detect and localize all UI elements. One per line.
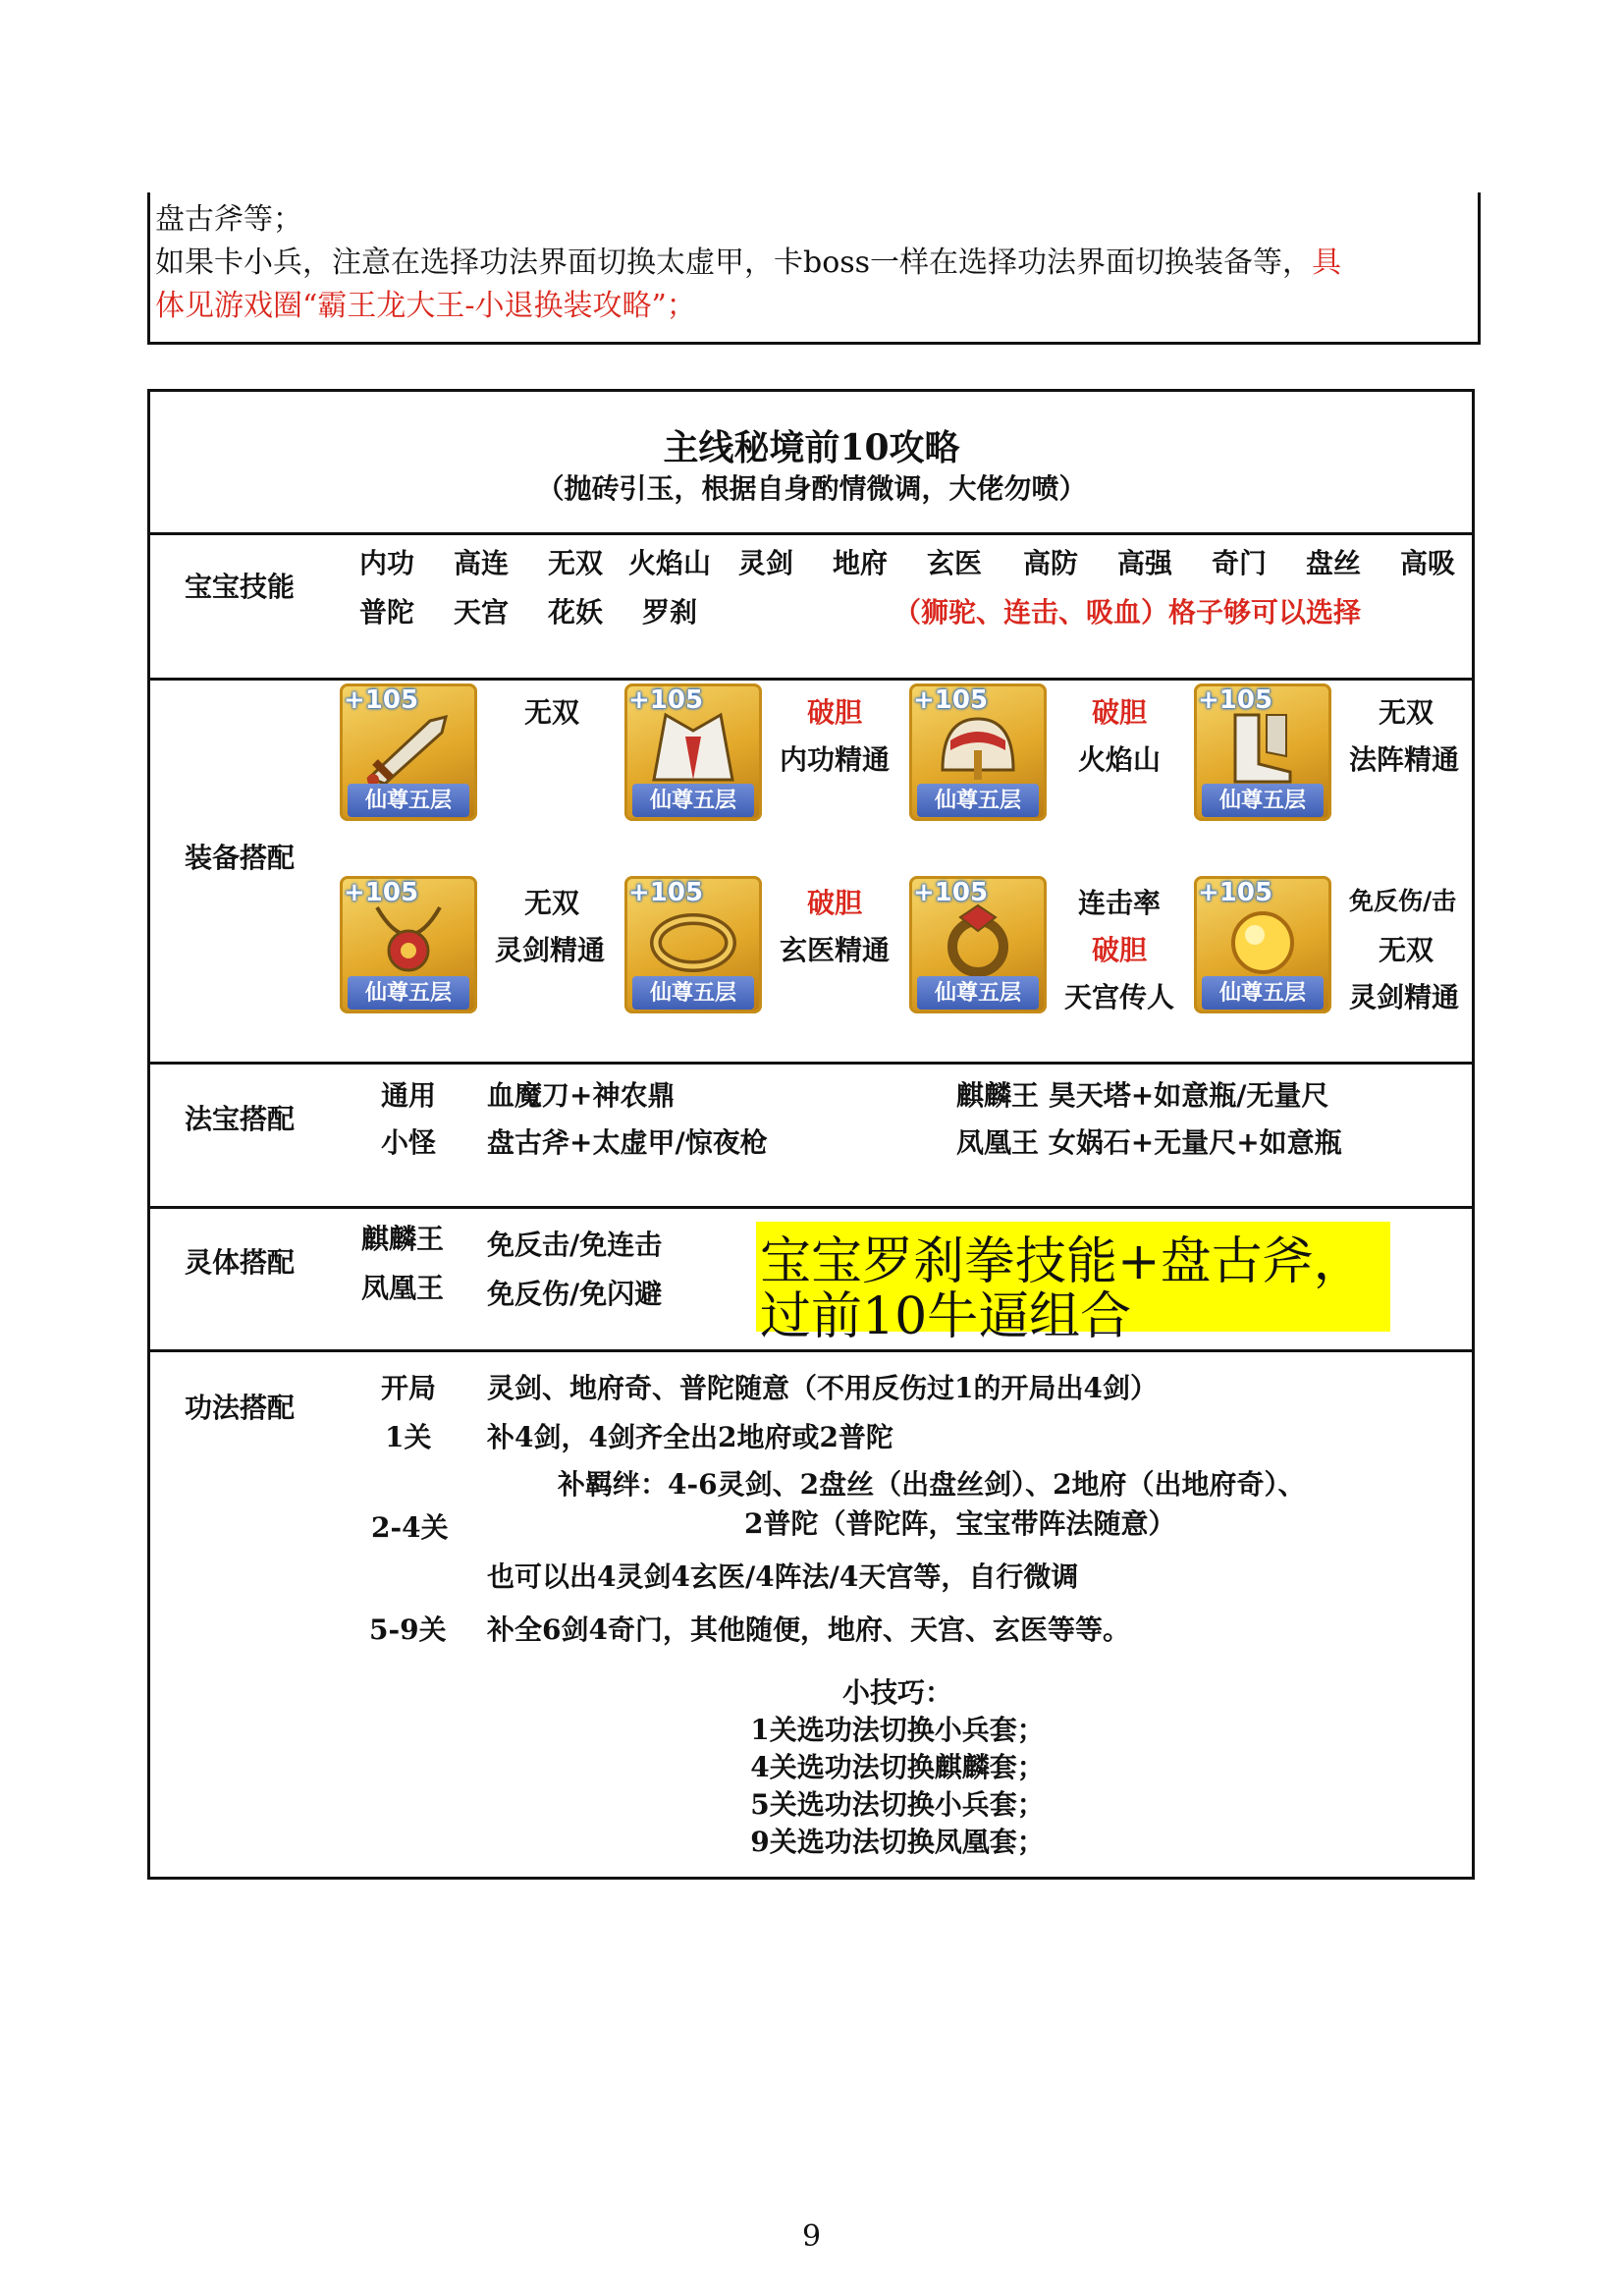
- equipment-label: 装备搭配: [185, 842, 296, 874]
- skills-label: 宝宝技能: [185, 571, 296, 603]
- stage-value: 也可以出4灵剑4玄医/4阵法/4天宫等，自行微调: [487, 1560, 1079, 1593]
- equip-attr: 连击率: [1078, 887, 1162, 919]
- stage-label: 2-4关: [371, 1511, 449, 1544]
- equip-attr: 法阵精通: [1349, 743, 1460, 776]
- skill-item: 灵剑: [738, 547, 794, 579]
- equip-attr: 破胆: [1092, 934, 1148, 966]
- sword-icon: +105 仙尊五层: [340, 683, 477, 821]
- equip-attr: 破胆: [1092, 696, 1148, 729]
- tips-title: 小技巧：: [841, 1676, 952, 1709]
- necklace-icon: +105 仙尊五层: [340, 876, 477, 1013]
- stage-value: 灵剑、地府奇、普陀随意（不用反伤过1的开局出4剑）: [487, 1372, 1158, 1404]
- skill-item: 内功: [359, 547, 415, 579]
- equip-attr: 灵剑精通: [1349, 981, 1460, 1013]
- tip-item: 9关选功法切换凤凰套；: [750, 1826, 1045, 1858]
- stage-label: 1关: [385, 1421, 432, 1453]
- treasure-qilin: 麒麟王 昊天塔+如意瓶/无量尺: [956, 1079, 1329, 1112]
- treasure-phoenix: 凤凰王 女娲石+无量尺+如意瓶: [956, 1126, 1342, 1159]
- skill-item: 奇门: [1212, 547, 1268, 579]
- divider: [147, 678, 1475, 681]
- equip-attr: 无双: [524, 696, 580, 729]
- equip-attr: 无双: [524, 887, 580, 919]
- stage-label: 开局: [381, 1372, 437, 1404]
- treasure-minion-value: 盘古斧+太虚甲/惊夜枪: [487, 1126, 768, 1159]
- bracelet-icon: +105 仙尊五层: [624, 876, 762, 1013]
- spirit-phoenix-value: 免反伤/免闪避: [487, 1278, 663, 1310]
- skill-item: 无双: [548, 547, 604, 579]
- skills-note: （狮驼、连击、吸血）格子够可以选择: [893, 596, 1362, 629]
- tip-item: 4关选功法切换麒麟套；: [750, 1751, 1045, 1783]
- spirit-qilin-label: 麒麟王: [361, 1223, 445, 1255]
- divider: [147, 1349, 1475, 1352]
- page-subtitle: （抛砖引玉，根据自身酌情微调，大佬勿喷）: [536, 472, 1087, 505]
- stage-value: 补羁绊：4-6灵剑、2盘丝（出盘丝剑）、2地府（出地府奇）、: [558, 1468, 1306, 1501]
- intro-line-2: 如果卡小兵，注意在选择功法界面切换太虚甲，卡boss一样在选择功法界面切换装备等，具: [155, 246, 1342, 280]
- treasure-general-label: 通用: [381, 1079, 437, 1112]
- highlight-line-1: 宝宝罗刹拳技能+盘古斧，: [760, 1232, 1365, 1291]
- equip-attr: 免反伤/击: [1349, 887, 1457, 915]
- skill-item: 高吸: [1400, 547, 1456, 579]
- skill-item: 地府: [833, 547, 889, 579]
- intro-line-3: 体见游戏圈“霸王龙大王-小退换装攻略”；: [155, 289, 696, 323]
- divider: [147, 1062, 1475, 1065]
- intro-line-1: 盘古斧等；: [155, 202, 302, 237]
- divider: [147, 1206, 1475, 1209]
- equip-attr: 内功精通: [780, 743, 891, 776]
- stage-label: 5-9关: [369, 1613, 447, 1646]
- tip-item: 5关选功法切换小兵套；: [750, 1788, 1045, 1821]
- skill-item: 高强: [1117, 547, 1173, 579]
- treasure-general-value: 血魔刀+神农鼎: [487, 1079, 676, 1112]
- skill-item: 花妖: [548, 596, 604, 629]
- skill-item: 玄医: [927, 547, 983, 579]
- equip-attr: 灵剑精通: [495, 934, 606, 966]
- boots-icon: +105 仙尊五层: [1194, 683, 1331, 821]
- equip-attr: 火焰山: [1078, 743, 1162, 776]
- skill-item: 普陀: [359, 596, 415, 629]
- skill-item: 盘丝: [1306, 547, 1362, 579]
- equip-attr: 无双: [1379, 934, 1434, 966]
- equip-attr: 玄医精通: [780, 934, 891, 966]
- tip-item: 1关选功法切换小兵套；: [750, 1714, 1045, 1746]
- page-number: 9: [801, 2219, 822, 2254]
- orb-icon: +105 仙尊五层: [1194, 876, 1331, 1013]
- treasure-label: 法宝搭配: [185, 1103, 296, 1135]
- ring-icon: +105 仙尊五层: [909, 876, 1047, 1013]
- skill-setup-label: 功法搭配: [185, 1392, 296, 1424]
- page-title: 主线秘境前10攻略: [663, 427, 960, 468]
- treasure-minion-label: 小怪: [381, 1126, 437, 1159]
- equip-attr: 破胆: [807, 887, 863, 919]
- stage-value: 补4剑，4剑齐全出2地府或2普陀: [487, 1421, 893, 1453]
- armor-icon: +105 仙尊五层: [624, 683, 762, 821]
- stage-value: 补全6剑4奇门，其他随便，地府、天宫、玄医等等。: [487, 1613, 1130, 1646]
- equip-attr: 破胆: [807, 696, 863, 729]
- skill-item: 高防: [1023, 547, 1079, 579]
- stage-value: 2普陀（普陀阵，宝宝带阵法随意）: [744, 1507, 1176, 1540]
- skill-item: 罗刹: [642, 596, 698, 629]
- equip-attr: 无双: [1379, 696, 1434, 729]
- skill-item: 天宫: [454, 596, 510, 629]
- skill-item: 高连: [454, 547, 510, 579]
- spirit-label: 灵体搭配: [185, 1246, 296, 1279]
- divider: [147, 532, 1475, 535]
- spirit-phoenix-label: 凤凰王: [361, 1272, 445, 1304]
- equip-attr: 天宫传人: [1064, 981, 1175, 1013]
- helmet-icon: +105 仙尊五层: [909, 683, 1047, 821]
- skill-item: 火焰山: [628, 547, 712, 579]
- spirit-qilin-value: 免反击/免连击: [487, 1229, 663, 1261]
- highlight-line-2: 过前10牛逼组合: [760, 1287, 1132, 1346]
